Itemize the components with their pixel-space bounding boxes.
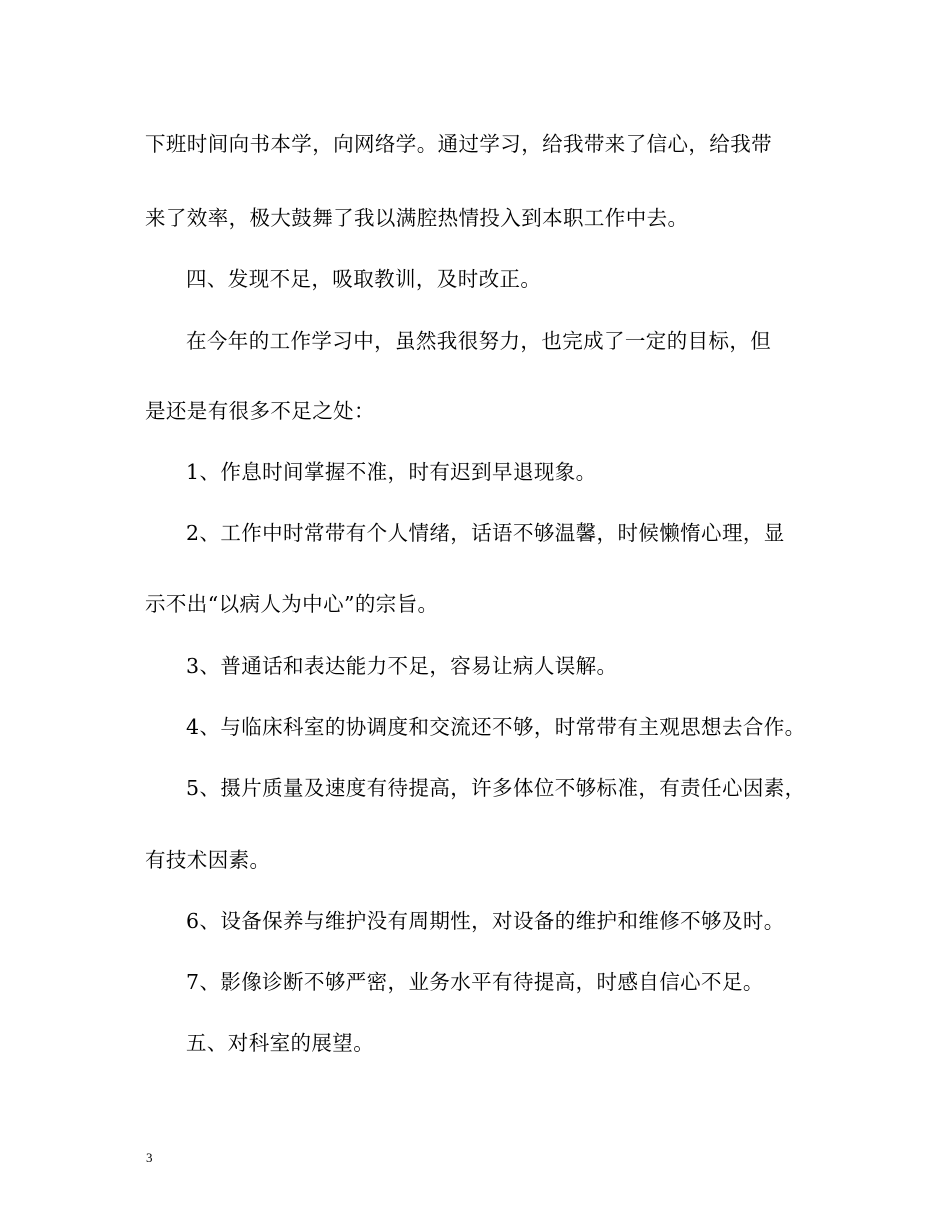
paragraph-line: 在今年的工作学习中，虽然我很努力，也完成了一定的目标，但 — [186, 329, 772, 353]
section-heading: 四、发现不足，吸取教训，及时改正。 — [186, 267, 542, 291]
paragraph-line: 下班时间向书本学，向网络学。通过学习，给我带来了信心，给我带 — [145, 132, 772, 156]
list-item: 6、设备保养与维护没有周期性，对设备的维护和维修不够及时。 — [186, 909, 785, 933]
list-item: 1、作息时间掌握不准，时有迟到早退现象。 — [186, 460, 597, 484]
list-item-continuation: 有技术因素。 — [145, 848, 271, 872]
paragraph-line: 来了效率，极大鼓舞了我以满腔热情投入到本职工作中去。 — [145, 206, 689, 230]
list-item: 5、摄片质量及速度有待提高，许多体位不够标准，有责任心因素， — [186, 776, 806, 800]
paragraph-line: 是还是有很多不足之处： — [145, 399, 375, 423]
list-item: 4、与临床科室的协调度和交流还不够，时常带有主观思想去合作。 — [186, 715, 806, 739]
list-item: 3、普通话和表达能力不足，容易让病人误解。 — [186, 654, 618, 678]
page-number: 3 — [146, 1150, 153, 1165]
list-item: 7、影像诊断不够严密，业务水平有待提高，时感自信心不足。 — [186, 970, 764, 994]
list-item: 2、工作中时常带有个人情绪，话语不够温馨，时候懒惰心理，显 — [186, 521, 785, 545]
list-item-continuation: 示不出“以病人为中心”的宗旨。 — [145, 592, 439, 616]
section-heading: 五、对科室的展望。 — [186, 1031, 375, 1055]
